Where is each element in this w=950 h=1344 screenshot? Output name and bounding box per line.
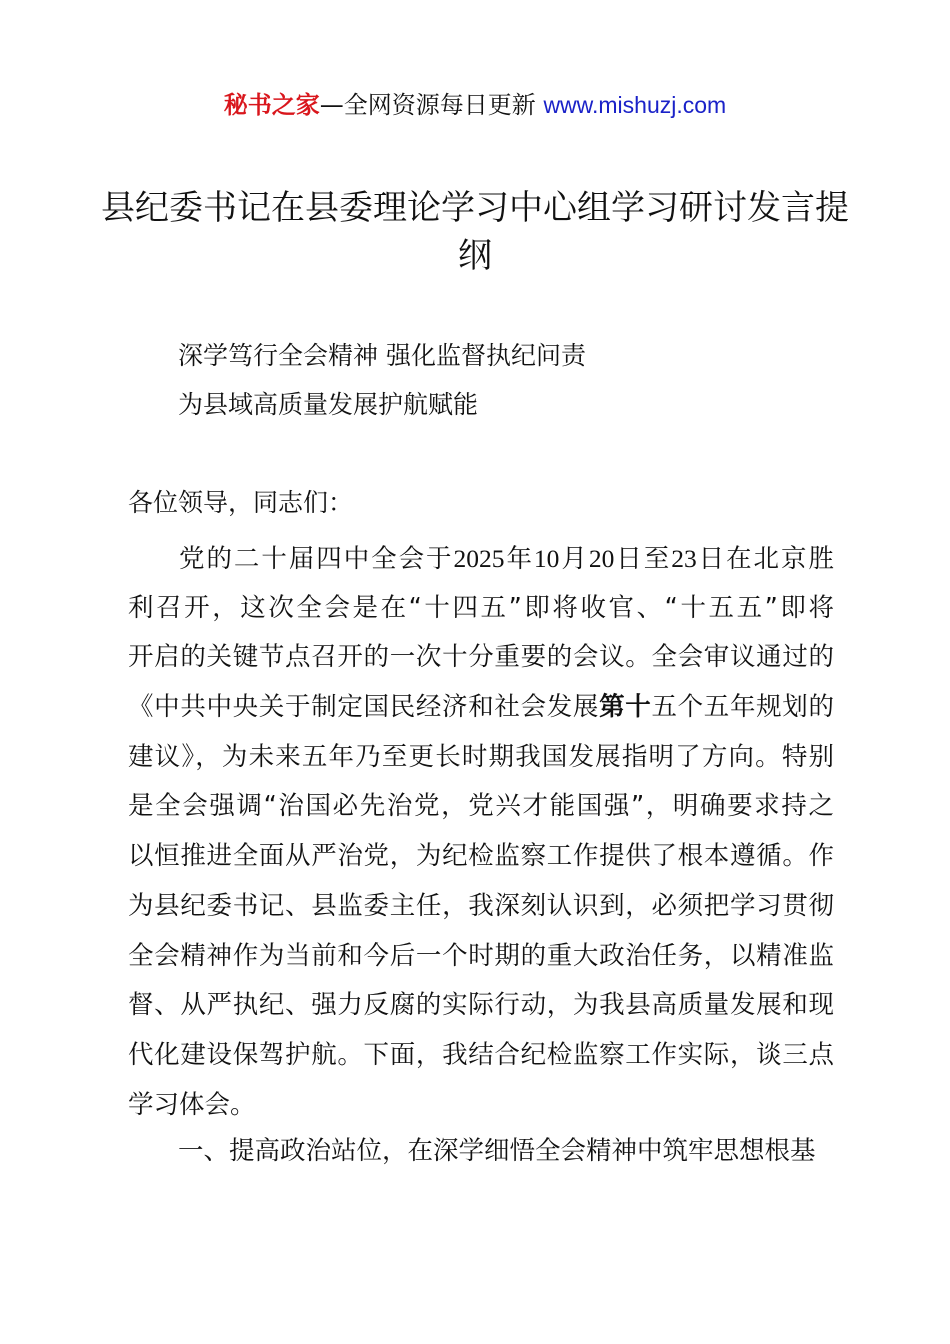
paragraph-line: 开启的关键节点召开的一次十分重要的会议。全会审议通过的: [128, 642, 834, 673]
paragraph-line: 全会精神作为当前和今后一个时期的重大政治任务，以精准监: [128, 940, 834, 971]
paragraph-line: 督、从严执纪、强力反腐的实际行动，为我县高质量发展和现: [128, 990, 834, 1021]
paragraph-line: 党的二十届四中全会于2025年10月20日至23日在北京胜: [179, 544, 834, 574]
paragraph-line: 《中共中央关于制定国民经济和社会发展第十五个五年规划的: [128, 692, 834, 723]
section-heading-1: 一、提高政治站位，在深学细悟全会精神中筑牢思想根基: [178, 1136, 816, 1166]
paragraph-line: 以恒推进全面从严治党，为纪检监察工作提供了根本遵循。作: [128, 841, 834, 872]
subtitle-line-1: 深学笃行全会精神 强化监督执纪问责: [178, 341, 586, 370]
subtitle-line-2: 为县域高质量发展护航赋能: [178, 390, 479, 419]
salutation: 各位领导，同志们：: [128, 488, 354, 517]
document-title: 县纪委书记在县委理论学习中心组学习研讨发言提纲: [101, 188, 849, 276]
paragraph-line: 代化建设保驾护航。下面，我结合纪检监察工作实际，谈三点: [128, 1039, 834, 1070]
paragraph-line: 建议》，为未来五年乃至更长时期我国发展指明了方向。特别: [128, 741, 834, 772]
site-header: [0, 88, 950, 122]
site-url-link[interactable]: www.mishuzj.com: [543, 92, 727, 118]
paragraph-1: [128, 534, 834, 1130]
paragraph-line: 利召开，这次全会是在“十四五”即将收官、“十五五”即将: [128, 592, 834, 623]
paragraph-line: 学习体会。: [128, 1089, 256, 1120]
brand-name: 秘书之家: [223, 91, 320, 119]
header-tagline: —全网资源每日更新: [319, 91, 544, 119]
bold-text: 第十: [599, 692, 652, 723]
paragraph-line: 是全会强调“治国必先治党，党兴才能国强”，明确要求持之: [128, 791, 834, 822]
paragraph-line: 为县纪委书记、县监委主任，我深刻认识到，必须把学习贯彻: [128, 890, 834, 921]
